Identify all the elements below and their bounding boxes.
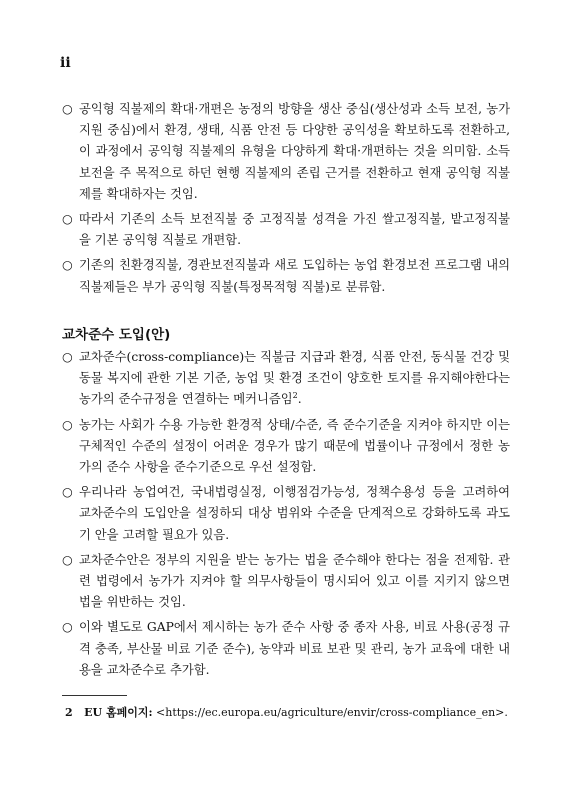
list-item [62, 209, 510, 251]
bullet-mark: ○ [62, 552, 73, 567]
bullet-mark: ○ [62, 417, 73, 432]
section-heading: 교차준수 도입(안) [62, 327, 171, 343]
bullet-mark: ○ [62, 485, 73, 500]
list-item [62, 255, 510, 297]
footnote [65, 704, 508, 720]
bullet-mark: ○ [62, 212, 73, 227]
bullet-text: 교차준수(cross-compliance)는 직불금 지급과 환경, 식품 안전, 동식물 건강 및 동물 복지에 관한 기본 기준, 농업 및 환경 조건이 양호한 토지를 유지해야한다는 농가의 준수규정을 연결하는 메커니즘임 [79, 350, 510, 407]
section-1-list [62, 99, 510, 302]
list-item [62, 617, 510, 681]
bullet-mark: ○ [62, 620, 73, 635]
footnote-number: 2 [65, 706, 73, 719]
bullet-text: 공익형 직불제의 확대·개편은 농정의 방향을 생산 중심(생산성과 소득 보전, 농가지원 중심)에서 환경, 생태, 식품 안전 등 다양한 공익성을 확보하도록 전환하고, 이 과정에서 공익형 직불제의 유형을 다양하게 확대·개편하는 것을 의미함. 소득 보전을 주 목적으로 하던 현행 직불제의 존립 근거를 전환하고 현재 공익형 직불제를 확대하자는 것임. [79, 102, 510, 201]
bullet-mark: ○ [62, 102, 73, 116]
list-item [62, 415, 510, 479]
footnote-ref[interactable]: 2 [292, 391, 298, 401]
section-2-list [62, 347, 510, 685]
list-item [62, 99, 510, 205]
bullet-text: 농가는 사회가 수용 가능한 환경적 상태/수준, 즉 준수기준을 지켜야 하지만 이는 구체적인 수준의 설정이 어려운 경우가 많기 때문에 법률이나 규정에서 정한 농가의 준수 사항을 준수기준으로 우선 설정함. [79, 417, 510, 475]
bullet-suffix: . [297, 392, 302, 407]
bullet-text: 우리나라 농업여건, 국내법령실정, 이행점검가능성, 정책수용성 등을 고려하여 교차준수의 도입안을 설정하되 대상 범위와 수준을 단계적으로 강화하도록 과도기 안을 고려할 필요가 있음. [79, 485, 510, 542]
footnote-label: EU 홈페이지: [84, 706, 153, 719]
footnote-link[interactable]: <https://ec.europa.eu/agriculture/envir/cross-compliance_en>. [156, 706, 508, 719]
list-item [62, 347, 510, 411]
bullet-text: 기존의 친환경직불, 경관보전직불과 새로 도입하는 농업 환경보전 프로그램 내의 직불제들은 부가 공익형 직불(특정목적형 직불)로 분류함. [79, 258, 510, 294]
bullet-text: 교차준수안은 정부의 지원을 받는 농가는 법을 준수해야 한다는 점을 전제함. 관련 법령에서 농가가 지켜야 할 의무사항들이 명시되어 있고 이를 지키지 않으면 법을 위반하는 것임. [79, 552, 510, 610]
list-item [62, 550, 510, 614]
list-item [62, 482, 510, 546]
footnote-divider [62, 695, 127, 696]
bullet-mark: ○ [62, 350, 73, 364]
bullet-text: 따라서 기존의 소득 보전직불 중 고정직불 성격을 가진 쌀고정직불, 밭고정직불을 기본 공익형 직불로 개편함. [79, 212, 510, 248]
bullet-mark: ○ [62, 258, 73, 273]
page-number: ii [60, 55, 71, 71]
bullet-text: 이와 별도로 GAP에서 제시하는 농가 준수 사항 중 종자 사용, 비료 사용(공정 규격 충족, 부산물 비료 기준 준수), 농약과 비료 보관 및 관리, 농가 교육에 대한 내용을 교차준수로 추가함. [79, 620, 510, 677]
